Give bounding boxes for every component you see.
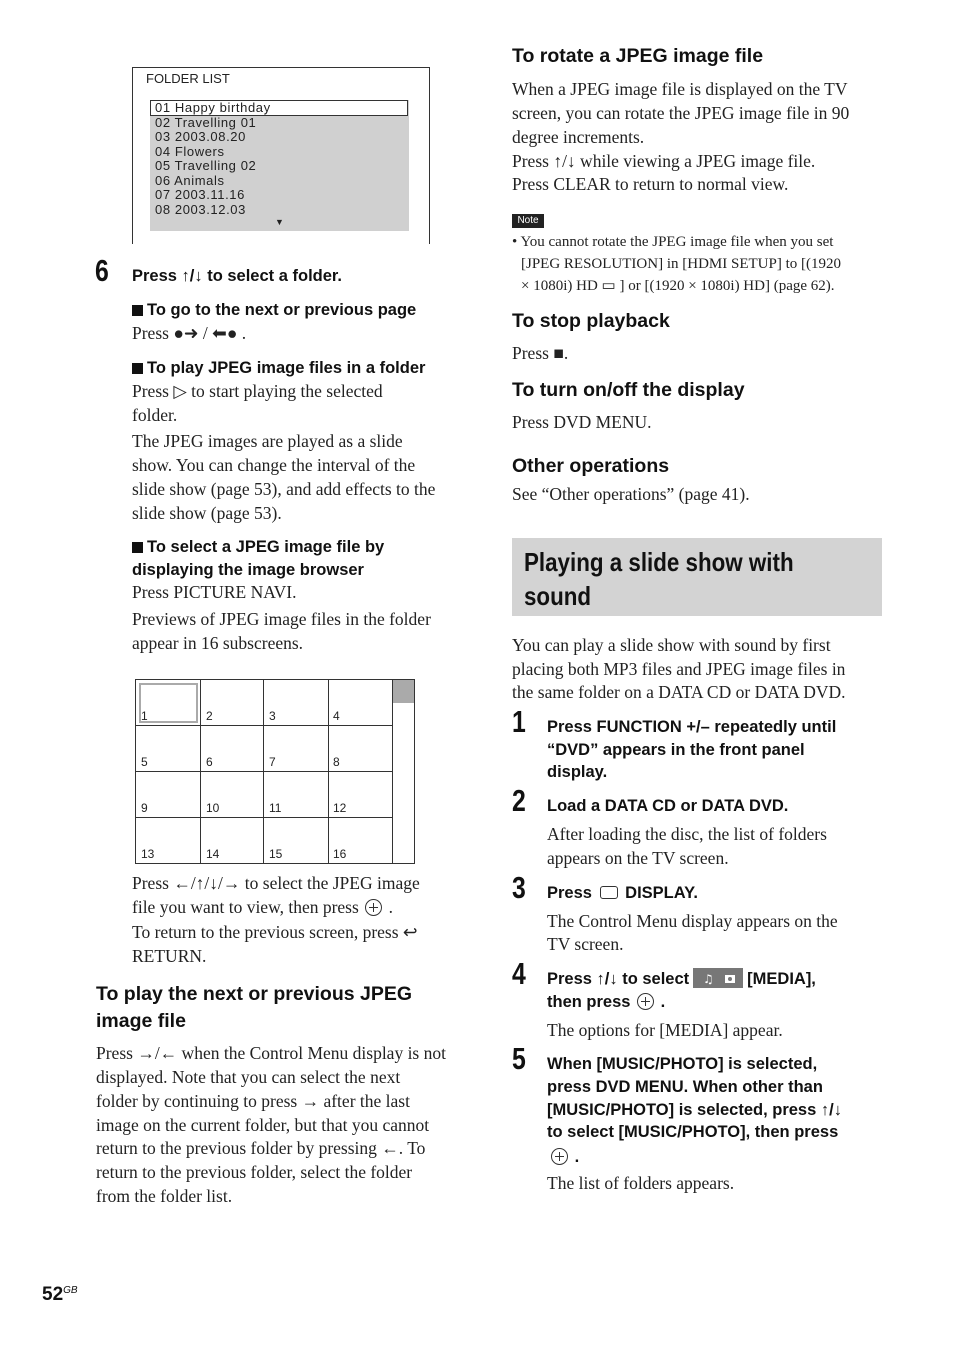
enter-button-icon [365, 899, 382, 916]
subheading-next-prev-page: To go to the next or previous page [132, 299, 416, 321]
slide-text-line: slide show (page 53). [132, 503, 282, 523]
heading-other: Other operations [512, 455, 670, 477]
bullet-square-icon [132, 305, 143, 316]
step-5-line: press DVD MENU. When other than [547, 1078, 823, 1096]
intro-line: placing both MP3 files and JPEG image files in [512, 659, 846, 679]
step-1-line: “DVD” appears in the front panel [547, 741, 805, 759]
grid-number: 3 [269, 709, 276, 723]
enter-button-icon [551, 1148, 568, 1165]
grid-number: 1 [141, 709, 148, 723]
after-grid-line-3: To return to the previous screen, press ↩ [132, 922, 418, 942]
next-prev-jpeg-line: from the folder list. [96, 1186, 233, 1206]
rotate-line: screen, you can rotate the JPEG image file in 90 [512, 103, 850, 123]
svg-text:♫: ♫ [703, 972, 714, 986]
next-prev-jpeg-line: image on the current folder, but that you cannot [96, 1115, 430, 1135]
step-5-line: to select [MUSIC/PHOTO], then press [547, 1123, 839, 1141]
grid-number: 9 [141, 801, 148, 815]
display-button-icon [600, 886, 618, 899]
step-3-body: TV screen. [547, 934, 624, 954]
subheading-play-folder: To play JPEG image files in a folder [132, 357, 425, 379]
next-prev-jpeg-line: folder by continuing to press → after the last [96, 1091, 410, 1111]
media-music-photo-icon [693, 968, 743, 988]
note-badge: Note [512, 214, 544, 228]
next-prev-jpeg-line: return to the previous folder, select the folder [96, 1162, 413, 1182]
page-number: $52^{GB}$ [42, 1284, 78, 1305]
step-number: 2 [512, 783, 526, 818]
note-line: [JPEG RESOLUTION] in [HDMI SETUP] to [(1920 [521, 256, 841, 272]
step-number: 5 [512, 1041, 526, 1076]
grid-number: 10 [206, 801, 220, 815]
step-5-line: When [MUSIC/PHOTO] is selected, [547, 1055, 818, 1073]
step-2-body: After loading the disc, the list of folders [547, 824, 827, 844]
step-5-end: . [549, 1146, 579, 1168]
scroll-down-arrow-icon: ▼ [275, 217, 284, 227]
step-number: 3 [512, 870, 526, 905]
folder-item: 08 2003.12.03 [155, 202, 246, 217]
scrollbar-thumb [393, 680, 414, 703]
after-grid-line-1: Press ←/↑/↓/→ to select the JPEG image [132, 873, 420, 893]
step-4-title-2: then press . [547, 993, 666, 1011]
slide-text-line: The JPEG images are played as a slide [132, 431, 403, 451]
bullet-square-icon [132, 542, 143, 553]
play-folder-body-1: Press ▷ to start playing the selected [132, 381, 383, 401]
step-2-body: appears on the TV screen. [547, 848, 729, 868]
step-number: 6 [95, 253, 109, 288]
note-line: × 1080i) HD ▭ ] or [(1920 × 1080i) HD] (page 62). [521, 278, 835, 294]
grid-number: 12 [333, 801, 347, 815]
browser-line: Press PICTURE NAVI. [132, 582, 297, 602]
heading-stop: To stop playback [512, 310, 670, 332]
image-browser-grid [135, 679, 415, 864]
folder-item: 02 Travelling 01 [155, 115, 257, 130]
grid-number: 14 [206, 847, 220, 861]
section-title: Playing a slide show with sound [524, 547, 794, 611]
step-number: 4 [512, 956, 526, 991]
after-grid-line-4: RETURN. [132, 946, 207, 966]
step-2-title: Load a DATA CD or DATA DVD. [547, 797, 789, 815]
step-3-title: Press DISPLAY. [547, 884, 698, 902]
rotate-line: degree increments. [512, 127, 645, 147]
rotate-line: Press CLEAR to return to normal view. [512, 174, 789, 194]
folder-item: 06 Animals [155, 173, 225, 188]
browser-line: appear in 16 subscreens. [132, 633, 304, 653]
grid-number: 6 [206, 755, 213, 769]
folder-list-title: FOLDER LIST [146, 71, 230, 86]
stop-body: Press ■. [512, 343, 569, 363]
display-body: Press DVD MENU. [512, 412, 652, 432]
folder-item: 01 Happy birthday [155, 100, 271, 115]
rotate-line: When a JPEG image file is displayed on the TV [512, 79, 848, 99]
grid-number: 16 [333, 847, 347, 861]
heading-next-prev-jpeg: To play the next or previous JPEG [96, 983, 413, 1005]
slide-text-line: slide show (page 53), and add effects to the [132, 479, 436, 499]
next-prev-jpeg-line: return to the previous folder by pressing ←. To [96, 1138, 426, 1158]
browser-line: Previews of JPEG image files in the folder [132, 609, 431, 629]
step-4-body: The options for [MEDIA] appear. [547, 1020, 783, 1040]
slide-text-line: show. You can change the interval of the [132, 455, 416, 475]
step-number: 1 [512, 704, 526, 739]
intro-line: You can play a slide show with sound by first [512, 635, 831, 655]
heading-next-prev-jpeg-2: image file [96, 1010, 186, 1032]
grid-number: 7 [269, 755, 276, 769]
grid-number: 8 [333, 755, 340, 769]
note-line: • You cannot rotate the JPEG image file when you set [512, 234, 834, 250]
step-3-body: The Control Menu display appears on the [547, 911, 838, 931]
section-banner [512, 538, 882, 616]
grid-scrollbar [393, 680, 414, 863]
grid-number: 5 [141, 755, 148, 769]
subheading-image-browser: To select a JPEG image file by [132, 536, 384, 558]
grid-number: 4 [333, 709, 340, 723]
grid-number: 15 [269, 847, 283, 861]
next-prev-jpeg-line: displayed. Note that you can select the next [96, 1067, 401, 1087]
bullet-square-icon [132, 363, 143, 374]
intro-line: the same folder on a DATA CD or DATA DVD. [512, 682, 846, 702]
grid-number: 13 [141, 847, 155, 861]
after-grid-line-2: file you want to view, then press . [132, 897, 393, 917]
grid-number: 11 [269, 801, 282, 815]
rotate-line: Press ↑/↓ while viewing a JPEG image file. [512, 151, 816, 171]
folder-item: 04 Flowers [155, 144, 225, 159]
play-folder-body-2: folder. [132, 405, 178, 425]
next-prev-jpeg-line: Press →/← when the Control Menu display is not [96, 1043, 446, 1063]
enter-button-icon [637, 993, 654, 1010]
folder-item: 03 2003.08.20 [155, 129, 246, 144]
return-icon: ↩ [402, 922, 418, 942]
other-body: See “Other operations” (page 41). [512, 484, 750, 504]
step-6-text: Press ↑/↓ to select a folder. [132, 267, 343, 285]
folder-item: 07 2003.11.16 [155, 187, 245, 202]
heading-display: To turn on/off the display [512, 379, 745, 401]
step-1-line: display. [547, 763, 608, 781]
folder-item: 05 Travelling 02 [155, 158, 257, 173]
next-prev-page-body: Press ●➜ / ⬅● . [132, 323, 247, 343]
step-5-body: The list of folders appears. [547, 1173, 735, 1193]
step-1-line: Press FUNCTION +/– repeatedly until [547, 718, 837, 736]
grid-number: 2 [206, 709, 213, 723]
step-5-line: [MUSIC/PHOTO] is selected, press ↑/↓ [547, 1101, 842, 1119]
subheading-image-browser-2: displaying the image browser [132, 561, 364, 579]
heading-rotate: To rotate a JPEG image file [512, 45, 764, 67]
step-4-title: Press ↑/↓ to select ♫ [MEDIA], [547, 970, 816, 988]
